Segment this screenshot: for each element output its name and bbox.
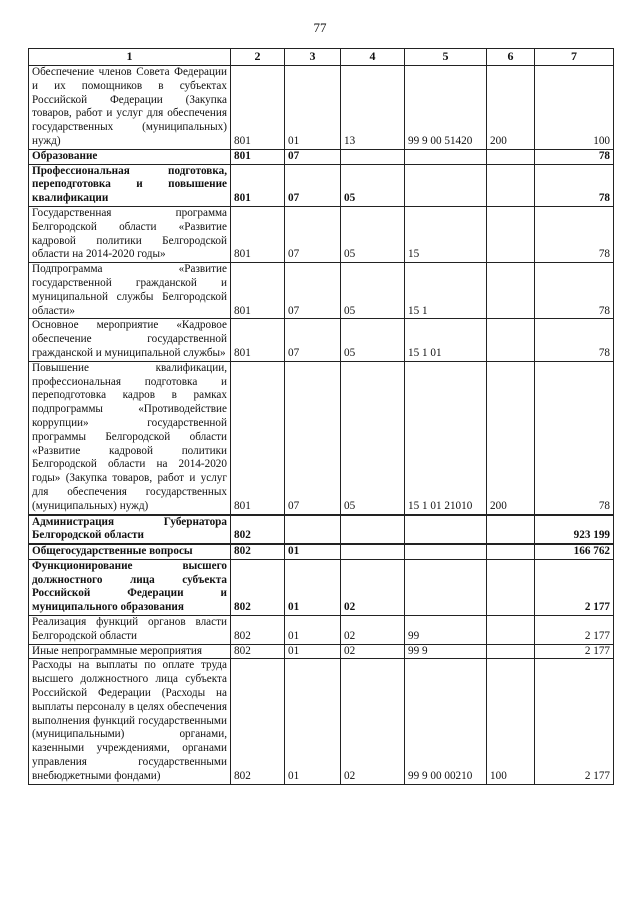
code-csr: 99: [405, 616, 487, 645]
row-name: Профессиональная подготовка, переподготовка и повышение квалификации: [29, 164, 231, 206]
code-gr: 802: [231, 559, 285, 615]
budget-table: [28, 48, 614, 785]
code-csr: [405, 559, 487, 615]
table-row: [29, 149, 614, 164]
code-pr: [341, 544, 405, 559]
code-rz: 07: [285, 361, 341, 514]
row-name: Функционирование высшего должностного лица субъекта Российской Федерации и муниципального образования: [29, 559, 231, 615]
code-rz: [285, 515, 341, 545]
row-name: Иные непрограммные мероприятия: [29, 644, 231, 659]
code-rz: 07: [285, 164, 341, 206]
table-row: [29, 319, 614, 361]
code-pr: 05: [341, 164, 405, 206]
header-col-7: 7: [535, 49, 614, 66]
row-sum: 2 177: [535, 559, 614, 615]
header-row: [29, 49, 614, 66]
row-name: Администрация Губернатора Белгородской области: [29, 515, 231, 545]
code-vr: [487, 559, 535, 615]
code-vr: [487, 263, 535, 319]
code-csr: [405, 149, 487, 164]
code-vr: [487, 149, 535, 164]
code-gr: 801: [231, 149, 285, 164]
header-col-3: 3: [285, 49, 341, 66]
code-gr: 801: [231, 263, 285, 319]
row-sum: 166 762: [535, 544, 614, 559]
code-pr: [341, 149, 405, 164]
code-vr: 200: [487, 361, 535, 514]
code-rz: 01: [285, 616, 341, 645]
row-name: Образование: [29, 149, 231, 164]
code-csr: 15 1 01 21010: [405, 361, 487, 514]
header-col-2: 2: [231, 49, 285, 66]
code-rz: 07: [285, 263, 341, 319]
code-vr: [487, 515, 535, 545]
code-pr: 13: [341, 66, 405, 150]
header-col-1: 1: [29, 49, 231, 66]
code-csr: 15 1 01: [405, 319, 487, 361]
code-pr: 02: [341, 659, 405, 784]
table-row: [29, 361, 614, 514]
code-rz: 07: [285, 206, 341, 262]
code-vr: 200: [487, 66, 535, 150]
code-rz: 01: [285, 544, 341, 559]
code-csr: [405, 544, 487, 559]
row-sum: 923 199: [535, 515, 614, 545]
header-col-4: 4: [341, 49, 405, 66]
code-pr: 05: [341, 319, 405, 361]
code-rz: 01: [285, 559, 341, 615]
code-pr: [341, 515, 405, 545]
row-sum: 78: [535, 263, 614, 319]
code-rz: 01: [285, 66, 341, 150]
table-row: [29, 659, 614, 784]
row-name: Государственная программа Белгородской области «Развитие кадровой политики Белгородской области на 2014-2020 годы»: [29, 206, 231, 262]
code-vr: 100: [487, 659, 535, 784]
code-pr: 02: [341, 616, 405, 645]
code-pr: 02: [341, 644, 405, 659]
code-vr: [487, 544, 535, 559]
code-gr: 801: [231, 164, 285, 206]
code-csr: 99 9 00 00210: [405, 659, 487, 784]
row-name: Обеспечение членов Совета Федерации и их помощников в субъектах Российской Федерации (Закупка товаров, работ и услуг для обеспечения государственных (муниципальных) нужд): [29, 66, 231, 150]
code-gr: 801: [231, 361, 285, 514]
code-gr: 802: [231, 544, 285, 559]
row-name: Основное мероприятие «Кадровое обеспечение государственной гражданской и муниципальной службы»: [29, 319, 231, 361]
page-number: 77: [313, 20, 327, 35]
row-sum: 78: [535, 149, 614, 164]
table-row: [29, 544, 614, 559]
code-gr: 801: [231, 319, 285, 361]
code-gr: 802: [231, 515, 285, 545]
table-body: [29, 66, 614, 785]
code-gr: 801: [231, 206, 285, 262]
code-vr: [487, 164, 535, 206]
table-row: [29, 263, 614, 319]
code-pr: 05: [341, 263, 405, 319]
row-sum: 100: [535, 66, 614, 150]
table-row: [29, 164, 614, 206]
code-vr: [487, 319, 535, 361]
header-col-6: 6: [487, 49, 535, 66]
code-csr: 99 9: [405, 644, 487, 659]
row-sum: 78: [535, 164, 614, 206]
code-csr: 15 1: [405, 263, 487, 319]
table-row: [29, 616, 614, 645]
code-rz: 07: [285, 149, 341, 164]
code-csr: [405, 515, 487, 545]
code-vr: [487, 206, 535, 262]
code-pr: 05: [341, 206, 405, 262]
table-row: [29, 66, 614, 150]
table-row: [29, 515, 614, 545]
code-csr: 99 9 00 51420: [405, 66, 487, 150]
code-rz: 01: [285, 659, 341, 784]
code-rz: 01: [285, 644, 341, 659]
code-gr: 802: [231, 659, 285, 784]
code-rz: 07: [285, 319, 341, 361]
row-name: Повышение квалификации, профессиональная подготовка и переподготовка кадров в рамках подпрограммы «Противодействие коррупции» государственной программы Белгородской области «Развитие кадровой политики Белгородской области на 2014-2020 годы» (Закупка товаров, работ и услуг для обеспечения государственных (муниципальных) нужд): [29, 361, 231, 514]
row-sum: 2 177: [535, 616, 614, 645]
code-gr: 802: [231, 644, 285, 659]
table-row: [29, 206, 614, 262]
header-col-5: 5: [405, 49, 487, 66]
code-vr: [487, 616, 535, 645]
code-gr: 802: [231, 616, 285, 645]
row-name: Реализация функций органов власти Белгородской области: [29, 616, 231, 645]
row-sum: 78: [535, 361, 614, 514]
row-name: Общегосударственные вопросы: [29, 544, 231, 559]
code-vr: [487, 644, 535, 659]
row-name: Подпрограмма «Развитие государственной гражданской и муниципальной службы Белгородской области»: [29, 263, 231, 319]
row-sum: 2 177: [535, 659, 614, 784]
code-csr: [405, 164, 487, 206]
row-sum: 2 177: [535, 644, 614, 659]
table-row: [29, 559, 614, 615]
table-row: [29, 644, 614, 659]
code-pr: 05: [341, 361, 405, 514]
row-sum: 78: [535, 206, 614, 262]
code-csr: 15: [405, 206, 487, 262]
row-name: Расходы на выплаты по оплате труда высшего должностного лица субъекта Российской Федерации (Расходы на выплаты персоналу в целях обеспечения выполнения функций государственными (муниципальными) органами, казенными учреждениями, органами управления государственными внебюджетными фондами): [29, 659, 231, 784]
code-gr: 801: [231, 66, 285, 150]
code-pr: 02: [341, 559, 405, 615]
row-sum: 78: [535, 319, 614, 361]
